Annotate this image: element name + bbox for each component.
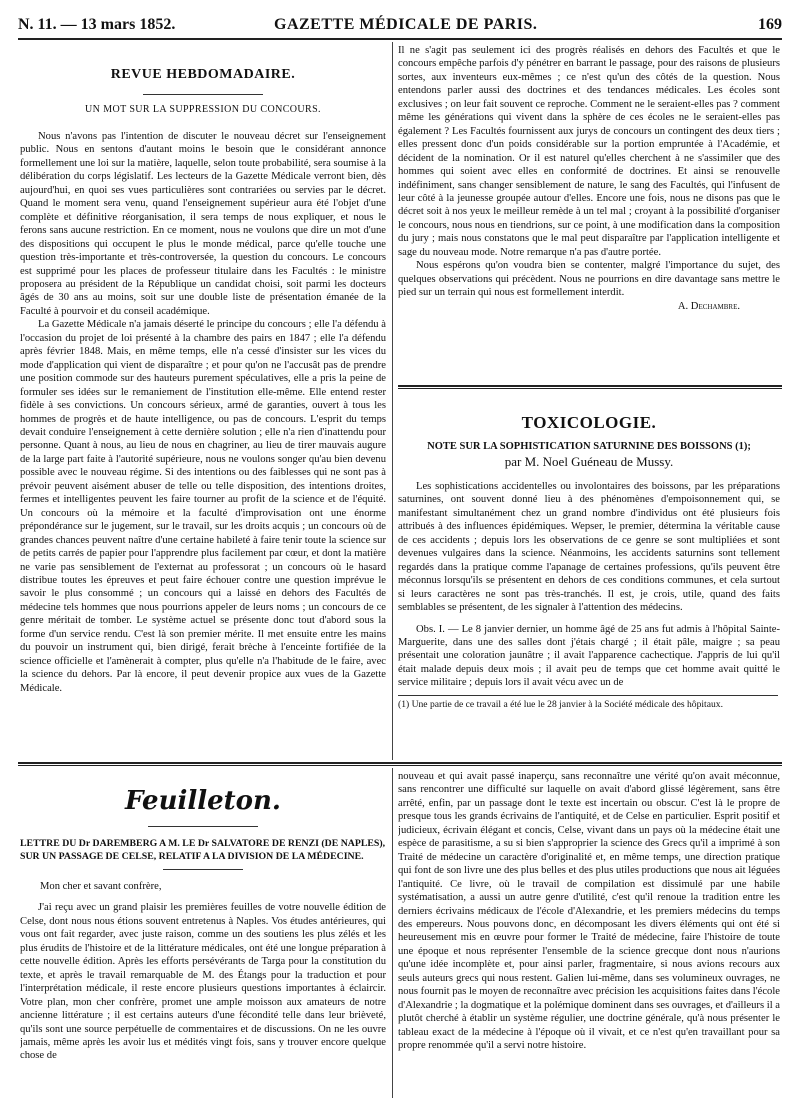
footnote-rule [398, 695, 778, 696]
revue-continuation [398, 44, 780, 378]
toxicologie-paragraph: Les sophistications accidentelles ou involontaires des boissons, par les préparations saturnines, ont souvent donné lieu à des phénomènes d'empoisonnement qui, se manifestant simultanément chez un grand nombre d'individus ont été plusieurs fois attribués à des influences épidémiques. Wepser, le premier, détermina la véritable cause de ces accidents ; depuis lors les observations de ce genre se sont multipliées et sont devenues vulgaires dans la science. Néanmoins, les accidents saturnins sont tellement regardés dans la pratique comme l'apanage de certaines professions, qu'ils peuvent être méconnus lorsqu'ils se présentent en dehors de ces conditions communes, et cela surtout si leurs caractères ne sont pas très-tranchés. Il est, je crois, utile, quand des faits semblables se présentent, de les signaler à l'attention des médecins. [398, 481, 780, 614]
journal-title: GAZETTE MÉDICALE DE PARIS. [274, 16, 538, 33]
observation-paragraph: Obs. I. — Le 8 janvier dernier, un homme âgé de 25 ans fut admis à l'hôpital Sainte-Marguerite, dans une des salles dont j'étais chargé ; il était pâle, maigre ; sa peau présentait une coloration jaunâtre ; il avait l'apparence cachectique. J'appris de lui qu'il était malade depuis deux mois ; il avait peu de temps que cet homme avait quitté le service militaire ; depuis lors il avait vécu avec un de [398, 623, 780, 689]
revue-paragraph: Il ne s'agit pas seulement ici des progrès réalisés en dehors des Facultés et que le concours empêche parfois d'y pénétrer en barrant le passage, pour des raisons de plusieurs sortes, aux inventeurs eux-mêmes ; ce n'est qu'un des côtés de la question. Nous entendons parler aussi des doctrines et des tendances médicales. Les écoles sont exclusives ; on leur fait souvent ce reproche. Comment ne le seraient-elles pas ? comment même les générations qui vivent dans la sphère de ces écoles ne le seraient-elles pas également ? Les Facultés fournissent aux jurys de concours un contingent des deux tiers ; elles pressent donc d'un poids considérable sur la portion empruntée à l'Académie, et décident de la nomination. Or il est naturel qu'elles cherchent à ne s'assimiler que des hommes qui soient avec elles en conformité de doctrines. Et ainsi se renouvelle indéfiniment, sans changer sensiblement de nature, le sang des Facultés, qui l'infusent de leur côté à la jeunesse groupée autour d'elles. Encore une fois, nous ne disons pas que le décret soit à nos yeux le meilleur remède à un tel mal ; croyant à la possibilité d'organiser le concours, nous nous en tiendrions, sur ce point, à une modification dans la composition du jury ; mais nous constatons que le mal peut disparaître par l'application intelligente et sage du nouveau mode. Notre remarque n'a pas d'autre portée. [398, 45, 780, 258]
feuilleton-title-rule [148, 826, 258, 827]
feuilleton-rule [18, 762, 782, 764]
revue-paragraph: Nous n'avons pas l'intention de discuter le nouveau décret sur l'enseignement public. Nous en sentons d'autant moins le besoin que le considérant annonce formellement une loi sur la matière, laquelle, selon toute probabilité, sera soumise à la délibération du corps législatif. Les lecteurs de la Gazette Médicale verront bien, dès aujourd'hui, en quoi ses vues particulières sont contrariées ou servies par le décret. Quand le moment sera venu, quand l'enseignement supérieur aura été l'objet d'une complète et définitive réorganisation, il sera temps de nous expliquer, et nous le ferons sans aucune restriction. En ce moment, nous ne voulons que dire un mot d'une des dispositions qui occupent le plus le monde médical, parce qu'elle touche une question très-importante et très-controversée, la question du concours. Le concours est supprimé pour les places de professeur titulaire dans les Facultés : le ministre proposera au président de la République un candidat choisi, soit parmi les docteurs âgés de 30 ans au moins, soit sur une double liste de présentation émanée de la Faculté à pourvoir et du conseil académique. [20, 131, 386, 317]
section-rule-thin [398, 388, 782, 389]
toxicologie-author: par M. Noel Guéneau de Mussy. [504, 454, 674, 469]
page-header [18, 14, 782, 40]
feuilleton-subtitle: LETTRE DU Dr DAREMBERG A M. LE Dr SALVATORE DE RENZI (DE NAPLES), SUR UN PASSAGE DE CELSE, RELATIF A LA DIVISION DE LA MÉDECINE. [20, 838, 386, 862]
section-rule [398, 385, 782, 387]
toxicologie-title: TOXICOLOGIE. [521, 413, 657, 432]
feuilleton-rule-thin [18, 765, 782, 766]
feuilleton-paragraph: nouveau et qui avait passé inaperçu, sans reconnaître une vérité qu'on avait méconnue, sans rencontrer une difficulté sur laquelle on avait d'abord glissé légèrement, sans être arrêté, enfin, par un passage dont le texte est incertain ou obscur. C'est là le propre de presque tous les grands écrivains de l'antiquité, et de Celse en particulier. Esprit positif et judicieux, écrivain élégant et concis, Celse, vivant dans un pays où la médecine était une espèce de parasitisme, a su si bien s'approprier la science des Grecs qu'il a imprimé à son Traité de médecine un caractère d'originalité et, en même temps, une direction pratique qui font de son livre une des plus belles et des plus utiles productions que nous ait léguées l'antiquité. Ce livre, où le travail de compilation est dissimulé par une habile systématisation, a aussi un autre genre d'utilité, c'est qu'il renoue la tradition entre les derniers écrivains médicaux de l'école d'Alexandrie, et les premiers médecins du temps des empereurs. Nous pouvons donc, en décomposant les divers éléments qui ont été si heureusement mis en œuvre pour former le Traité de médecine, faire l'histoire de toute une époque et nous représenter l'ensemble de la science grecque dont nous n'aurions qu'une idée incomplète et, pour ainsi parler, fragmentaire, si nous avions recours aux seuls auteurs grecs qui nous restent. Galien lui-même, dans ses volumineux ouvrages, ne nous fournit pas le moyen de reconnaître avec précision les acquisitions faites dans l'école d'Alexandrie ; la dogmatique et la polémique dominent dans ses ouvrages, et d'ailleurs il a plutôt cherché à établir un système régulier, une doctrine générale, qu'à nous présenter le tableau exact de la médecine à l'époque où il vivait, et ce n'est qu'en travaillant pour sa propre renommée qu'il a servi notre histoire. [398, 771, 780, 1052]
signature: A. Dechambre. [677, 300, 740, 312]
revue-paragraph: Nous espérons qu'on voudra bien se contenter, malgré l'importance du sujet, des quelques observations qui précèdent. Nous ne pourrions en dire davantage sans mettre le pied sur un terrain qui nous est formellement interdit. [398, 260, 780, 299]
toxicologie-subtitle: NOTE SUR LA SOPHISTICATION SATURNINE DES BOISSONS (1); [427, 441, 751, 452]
feuilleton-paragraph: J'ai reçu avec un grand plaisir les premières feuilles de votre nouvelle édition de Celse, dont nous nous étions souvent entretenus à Naples. Vos études antérieures, qui vous ont fait regarder, avec juste raison, comme un des soutiens les plus zélés et les plus érudits de l'histoire et de la littérature médicales, ont été une longue préparation à cette nouvelle édition. Après les efforts persévérants de Targa pour la constitution du texte, et après le travail remarquable de M. des Étangs pour la traduction et pour l'interprétation médicale, il reste encore plusieurs questions importantes à éclaircir. Votre plan, mon cher confrère, promet une ample moisson aux amateurs de notre ancienne littérature ; il est certains auteurs d'une fécondité telle dans leur brièveté, qu'ils sont une source perpétuelle de commentaires et de discussions. On ne les ouvre jamais, même après les avoir lus et médités vingt fois, sans y trouver encore quelque chose de [20, 902, 386, 1062]
revue-paragraph: La Gazette Médicale n'a jamais déserté le principe du concours ; elle l'a défendu à l'occasion du projet de loi présenté à la chambre des pairs en 1847 ; elle l'a défendu après février 1848. Mais, en même temps, elle n'a cessé d'insister sur les vices du mode d'application qui vient de disparaître ; et pour qu'on ne l'accusât pas de prendre une position commode sur des hauteurs purement spéculatives, elle a pris la peine de formuler ses idées sur le remaniement de l'institution elle-même. Elle entend rester fidèle à ses convictions. Un concours sérieux, armé de garanties, ouvert à tous les hommes de progrès et de haute intelligence, ou pas de concours. L'esprit du temps devait conduire l'enseignement à cette dernière solution ; elle n'a rien d'inattendu pour personne. Quant à nous, au lieu de nous en chagriner, au lieu de tirer mauvais augure de la large part faite à l'autorité supérieure, nous ne voulons songer qu'au bien devenu possible avec le nouveau régime. Si des intentions ou des faiblesses qui ne sont pas à prévoir peuvent aisément abuser de telle ou telle disposition, des intentions droites, fermes et intelligentes peuvent les faire tourner au profit de la science et de l'équité. Un concours où la mémoire et la faculté d'improvisation ont une énorme prépondérance sur le jugement, sur le travail, sur les droits acquis ; un concours où de grandes chances peuvent naître d'une certaine habileté à faire tenir toute la science sur de petits carrés de papier pour l'apprendre plus facilement par cœur, et dont la matière ne varie pas sensiblement de l'externat au professorat ; un concours où le hasard distribue toutes les épreuves et peut faire échouer contre une question imprévue le savoir le plus consommé ; un concours qui a laissé en dehors des Facultés de médecine tels hommes que nous pourrions appeler de leurs noms ; un concours de ce genre méritait de tomber. Le système actuel se présente donc tout d'abord sous la forme d'un service rendu. C'est là son premier mérite. Il met ensuite entre les mains du pouvoir un instrument qui, bien dirigé, ferait brèche à l'enceinte fortifiée de la science officielle et l'amènerait à compter, plus qu'elle n'a l'habitude de le faire, avec la science du dehors. Par là encore, il peut devenir propice aux vues de la Gazette Médicale. [20, 319, 386, 694]
feuilleton-column [20, 784, 386, 1100]
feuilleton-continuation [398, 770, 780, 1100]
revue-title: REVUE HEBDOMADAIRE. [110, 67, 296, 82]
issue-number: N. 11. — 13 mars 1852. [18, 16, 176, 33]
feuilleton-subtitle-rule [163, 869, 243, 870]
feuilleton-divider [392, 768, 393, 1098]
page-number: 169 [758, 16, 782, 33]
title-rule [143, 94, 263, 95]
toxicologie-column [398, 412, 780, 760]
salutation: Mon cher et savant confrère, [40, 881, 162, 892]
revue-column [20, 66, 386, 760]
revue-subtitle: UN MOT SUR LA SUPPRESSION DU CONCOURS. [85, 104, 321, 115]
footnote: (1) Une partie de ce travail a été lue le 28 janvier à la Société médicale des hôpitaux. [398, 698, 723, 710]
column-divider [392, 42, 393, 760]
feuilleton-title: Feuilleton. [125, 786, 281, 816]
